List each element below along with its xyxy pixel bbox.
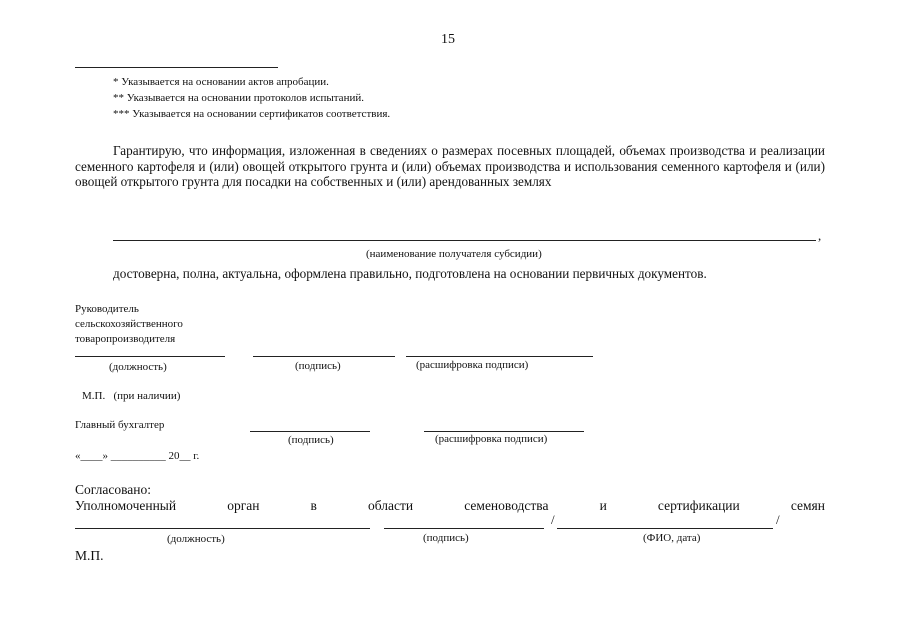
footnote-3: *** Указывается на основании сертификатов соответствия.	[113, 108, 391, 120]
head-position-caption: (должность)	[109, 361, 167, 373]
footnote-1: * Указывается на основании актов апробации.	[113, 76, 329, 88]
head-title-line-1: Руководитель	[75, 303, 139, 315]
head-transcript-line	[406, 356, 593, 357]
recipient-line-comma: ,	[818, 228, 822, 243]
page-number: 15	[441, 32, 455, 47]
agreed-position-caption: (должность)	[167, 533, 225, 545]
agreed-slash-2: /	[776, 512, 780, 527]
agreed-signature-line	[384, 528, 544, 529]
agreed-position-line	[75, 528, 370, 529]
accountant-signature-line	[250, 431, 370, 432]
accountant-transcript-caption: (расшифровка подписи)	[435, 433, 548, 445]
head-position-line	[75, 356, 225, 357]
agreed-slash-1: /	[551, 512, 555, 527]
footnote-2: ** Указывается на основании протоколов испытаний.	[113, 92, 364, 104]
head-title-line-3: товаропроизводителя	[75, 333, 176, 345]
agreed-heading: Согласовано:	[75, 482, 151, 497]
stamp-note: М.П. (при наличии)	[82, 390, 181, 402]
agreed-organization: Уполномоченный орган в области семеноводства и сертификации семян	[75, 498, 825, 513]
head-title	[75, 302, 183, 347]
head-signature-caption: (подпись)	[295, 360, 341, 372]
accountant-transcript-line	[424, 431, 584, 432]
recipient-name-line	[113, 240, 816, 241]
date-line: «____» __________ 20__ г.	[75, 450, 200, 462]
head-signature-line	[253, 356, 395, 357]
guarantee-paragraph: Гарантирую, что информация, изложенная в сведениях о размерах посевных площадей, объемах производства и реализации семенного картофеля и (или) овощей открытого грунта и (или) объемах производства и использования семенного картофеля и (или) овощей открытого грунта для посадки на собственных и (или) арендованных землях	[75, 143, 825, 189]
accountant-signature-caption: (подпись)	[288, 434, 334, 446]
head-transcript-caption: (расшифровка подписи)	[416, 359, 529, 371]
agreed-stamp: М.П.	[75, 548, 104, 563]
agreed-signature-caption: (подпись)	[423, 532, 469, 544]
accountant-title: Главный бухгалтер	[75, 419, 165, 431]
reliability-statement: достоверна, полна, актуальна, оформлена правильно, подготовлена на основании первичных документов.	[113, 266, 707, 281]
footnote-separator	[75, 67, 278, 68]
head-title-line-2: сельскохозяйственного	[75, 318, 183, 330]
agreed-name-date-line	[557, 528, 773, 529]
agreed-name-date-caption: (ФИО, дата)	[643, 532, 701, 544]
recipient-caption: (наименование получателя субсидии)	[366, 248, 542, 260]
